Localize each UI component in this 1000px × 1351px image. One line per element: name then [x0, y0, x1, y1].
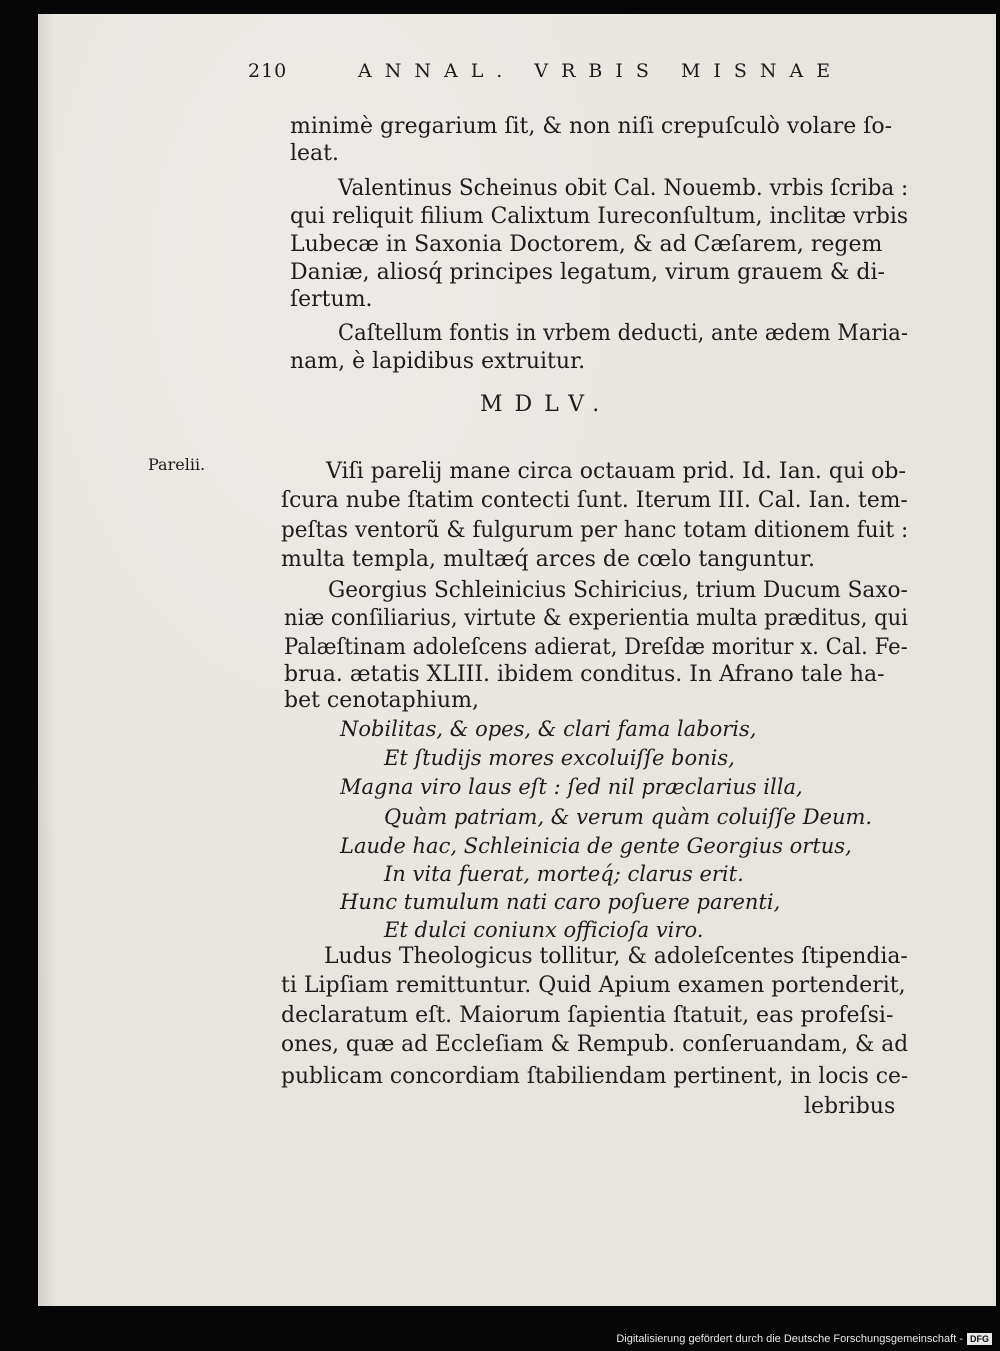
page-number: 210	[248, 60, 288, 82]
catchword: lebribus	[804, 1094, 896, 1119]
body-line: brua. ætatis XLIII. ibidem conditus. In Afrano tale ha-	[284, 662, 885, 687]
body-line: Daniæ, aliosq́ principes legatum, virum grauem & di-	[290, 260, 885, 285]
margin-note: Parelii.	[148, 455, 206, 474]
year-heading: MDLV.	[480, 392, 612, 417]
body-line: ſertum.	[290, 287, 373, 312]
body-line: ſcura nube ſtatim contecti ſunt. Iterum III. Cal. Ian. tem-	[281, 488, 908, 513]
body-line: Georgius Schleinicius Schiricius, trium Ducum Saxo-	[328, 578, 908, 603]
poem-line: Laude hac, Schleinicia de gente Georgius ortus,	[340, 834, 852, 858]
body-line: peſtas ventorũ & fulgurum per hanc totam ditionem fuit :	[281, 518, 909, 543]
body-line: Ludus Theologicus tollitur, & adoleſcentes ſtipendia-	[324, 944, 908, 969]
poem-line: Et ſtudijs mores excoluiſſe bonis,	[384, 746, 735, 770]
body-line: qui reliquit filium Calixtum Iureconſultum, inclitæ vrbis	[290, 204, 909, 229]
poem-line: In vita fuerat, morteq́; clarus erit.	[384, 862, 744, 886]
digitization-credit	[616, 1333, 992, 1345]
body-line: minimè gregarium ſit, & non niſi crepuſculò volare ſo-	[290, 114, 893, 139]
poem-line: Nobilitas, & opes, & clari fama laboris,	[340, 717, 757, 741]
running-title: ANNAL. VRBIS MISNAE	[358, 60, 844, 82]
page-header	[248, 60, 844, 82]
body-line: multa templa, multæq́ arces de cœlo tanguntur.	[281, 547, 815, 572]
poem-line: Quàm patriam, & verum quàm coluiſſe Deum.	[384, 805, 873, 829]
body-line: ti Lipſiam remittuntur. Quid Apium examen portenderit,	[281, 973, 906, 998]
body-line: Caſtellum fontis in vrbem deducti, ante ædem Maria-	[338, 321, 908, 346]
body-line: bet cenotaphium,	[284, 688, 479, 713]
body-line: publicam concordiam ſtabiliendam pertinent, in locis ce-	[281, 1064, 909, 1089]
body-line: ones, quæ ad Eccleſiam & Rempub. conſeruandam, & ad	[281, 1032, 909, 1057]
body-line: Palæſtinam adoleſcens adierat, Dreſdæ moritur x. Cal. Fe-	[284, 635, 908, 660]
dfg-logo: DFG	[967, 1333, 992, 1345]
body-line: niæ conſiliarius, virtute & experientia multa præditus, qui	[284, 606, 908, 631]
poem-line: Et dulci coniunx officioſa viro.	[384, 918, 704, 942]
credit-text: Digitalisierung gefördert durch die Deutsche Forschungsgemeinschaft -	[616, 1333, 963, 1345]
body-line: nam, è lapidibus extruitur.	[290, 349, 586, 374]
body-line: Valentinus Scheinus obit Cal. Nouemb. vrbis ſcriba :	[338, 176, 909, 201]
body-line: Lubecæ in Saxonia Doctorem, & ad Cæſarem, regem	[290, 232, 883, 257]
poem-line: Magna viro laus eſt : ſed nil præclarius illa,	[340, 775, 803, 799]
body-line: Viſi parelij mane circa octauam prid. Id. Ian. qui ob-	[326, 459, 906, 484]
poem-line: Hunc tumulum nati caro poſuere parenti,	[340, 890, 781, 914]
body-line: leat.	[290, 141, 340, 166]
body-line: declaratum eſt. Maiorum ſapientia ſtatuit, eas profeſsi-	[281, 1003, 894, 1028]
